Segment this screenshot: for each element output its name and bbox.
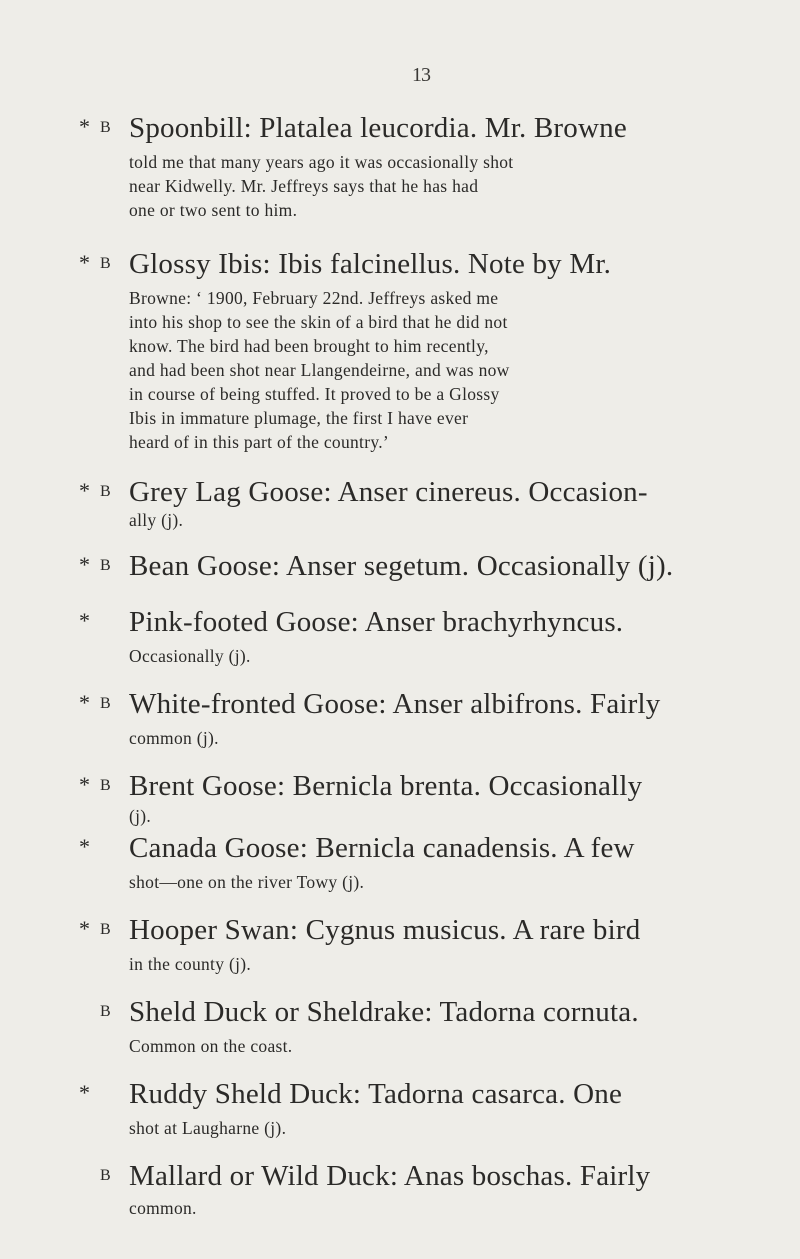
- star-marker: *: [79, 478, 90, 503]
- entry-heading: Sheld Duck or Sheldrake: Tadorna cornuta.: [129, 996, 639, 1028]
- body-line: Ibis in immature plumage, the first I have ever: [129, 408, 469, 428]
- entry-heading: Bean Goose: Anser segetum. Occasionally (j).: [129, 550, 674, 582]
- entry-heading: Canada Goose: Bernicla canadensis. A few: [129, 832, 635, 864]
- body-line: common (j).: [129, 728, 219, 748]
- star-marker: *: [79, 608, 90, 633]
- body-line: one or two sent to him.: [129, 200, 298, 220]
- entry-body: [129, 726, 719, 750]
- star-marker: *: [79, 1080, 90, 1105]
- breeding-mark: B: [100, 777, 112, 794]
- body-line: Occasionally (j).: [129, 646, 251, 666]
- breeding-mark: B: [100, 1003, 112, 1020]
- entry-body: [129, 1116, 719, 1140]
- body-line: into his shop to see the skin of a bird that he did not: [129, 312, 508, 332]
- breeding-mark: B: [100, 557, 112, 574]
- body-line: Common on the coast.: [129, 1036, 293, 1056]
- body-line: told me that many years ago it was occasionally shot: [129, 152, 514, 172]
- entry-heading: Brent Goose: Bernicla brenta. Occasionally: [129, 770, 643, 802]
- body-line: and had been shot near Llangendeirne, and was now: [129, 360, 510, 380]
- entry-body: [129, 1034, 719, 1058]
- body-line: ally (j).: [129, 510, 184, 530]
- entry-heading: Spoonbill: Platalea leucordia. Mr. Browne: [129, 112, 627, 144]
- star-marker: *: [79, 772, 90, 797]
- entry-body: [129, 804, 719, 828]
- entry-body: [129, 150, 719, 222]
- star-marker: *: [79, 552, 90, 577]
- body-line: shot—one on the river Towy (j).: [129, 872, 365, 892]
- breeding-mark: B: [100, 695, 112, 712]
- star-marker: *: [79, 916, 90, 941]
- star-marker: *: [79, 250, 90, 275]
- page-number: 13: [412, 64, 430, 86]
- breeding-mark: B: [100, 921, 112, 938]
- entry-heading: White-fronted Goose: Anser albifrons. Fairly: [129, 688, 661, 720]
- entry-heading: Grey Lag Goose: Anser cinereus. Occasion-: [129, 476, 648, 508]
- body-line: shot at Laugharne (j).: [129, 1118, 287, 1138]
- entry-heading: Glossy Ibis: Ibis falcinellus. Note by Mr.: [129, 248, 612, 280]
- entry-body: [129, 1196, 719, 1220]
- body-line: heard of in this part of the country.’: [129, 432, 390, 452]
- body-line: near Kidwelly. Mr. Jeffreys says that he has had: [129, 176, 479, 196]
- entry-heading: Mallard or Wild Duck: Anas boschas. Fairly: [129, 1160, 651, 1192]
- body-line: know. The bird had been brought to him recently,: [129, 336, 489, 356]
- entry-body: [129, 644, 719, 668]
- star-marker: *: [79, 834, 90, 859]
- body-line: (j).: [129, 806, 152, 826]
- body-line: in the county (j).: [129, 954, 252, 974]
- entry-body: [129, 870, 719, 894]
- breeding-mark: B: [100, 119, 112, 136]
- breeding-mark: B: [100, 1167, 112, 1184]
- body-line: Browne: ‘ 1900, February 22nd. Jeffreys asked me: [129, 288, 499, 308]
- body-line: in course of being stuffed. It proved to be a Glossy: [129, 384, 500, 404]
- entry-heading: Ruddy Sheld Duck: Tadorna casarca. One: [129, 1078, 623, 1110]
- entry-heading: Pink-footed Goose: Anser brachyrhyncus.: [129, 606, 624, 638]
- breeding-mark: B: [100, 483, 112, 500]
- body-line: common.: [129, 1198, 197, 1218]
- entry-body: [129, 952, 719, 976]
- star-marker: *: [79, 690, 90, 715]
- entry-body: [129, 508, 719, 532]
- entry-body: [129, 286, 719, 454]
- breeding-mark: B: [100, 255, 112, 272]
- star-marker: *: [79, 114, 90, 139]
- entry-heading: Hooper Swan: Cygnus musicus. A rare bird: [129, 914, 641, 946]
